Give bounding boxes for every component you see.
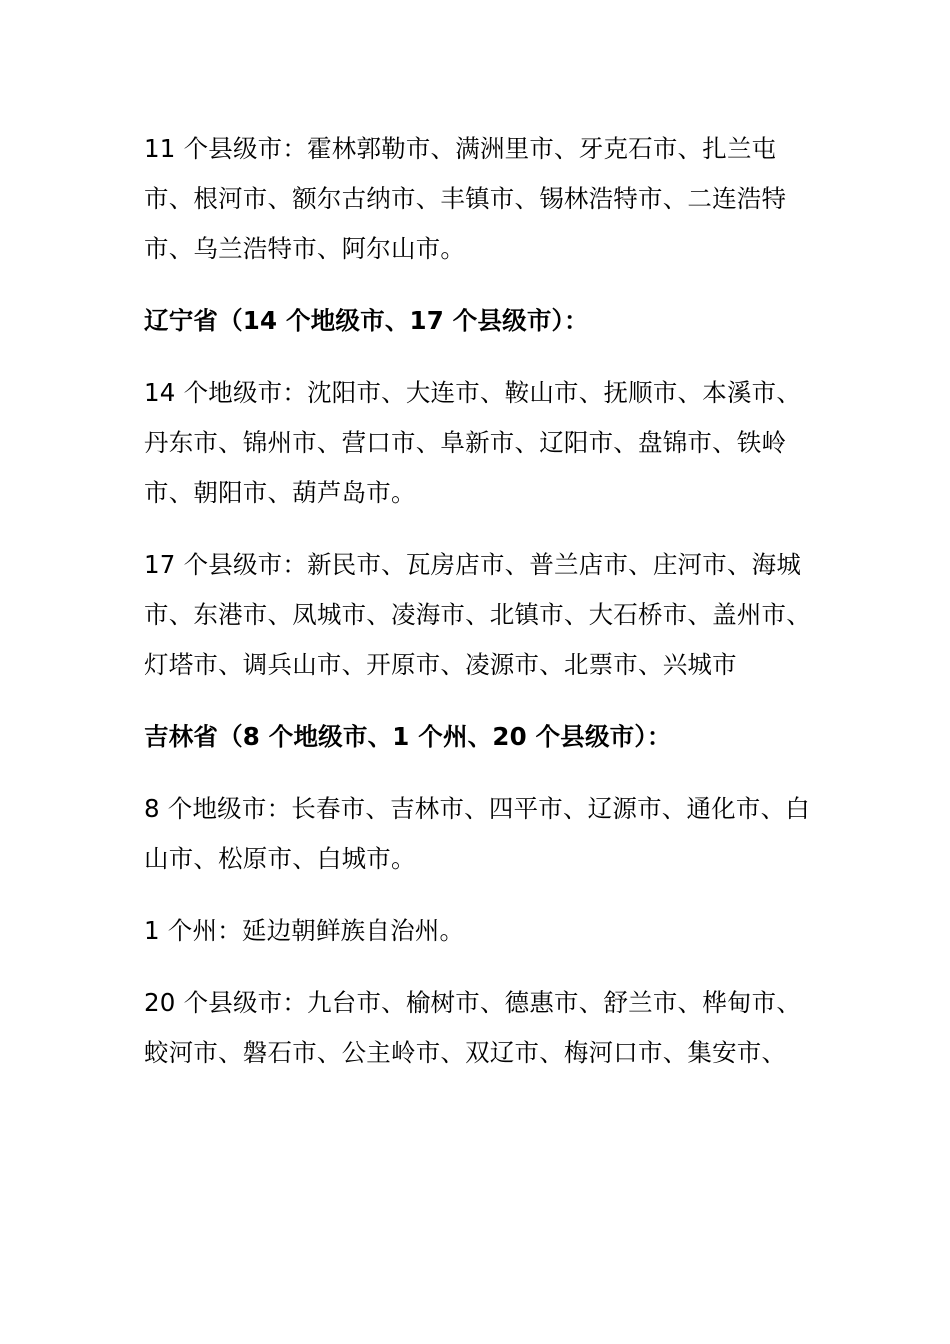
paragraph-liaoning-prefecture-cities: 14 个地级市：沈阳市、大连市、鞍山市、抚顺市、本溪市、丹东市、锦州市、营口市、阜新市、辽阳市、盘锦市、铁岭市、朝阳市、葫芦岛市。 [144,378,802,507]
paragraph-inner-mongolia-county-cities: 11 个县级市：霍林郭勒市、满洲里市、牙克石市、扎兰屯市、根河市、额尔古纳市、丰镇市、锡林浩特市、二连浩特市、乌兰浩特市、阿尔山市。 [144,134,787,263]
document-page [144,124,812,1078]
paragraph-liaoning-county-cities: 17 个县级市：新民市、瓦房店市、普兰店市、庄河市、海城市、东港市、凤城市、凌海市、北镇市、大石桥市、盖州市、灯塔市、调兵山市、开原市、凌源市、北票市、兴城市 [144,550,811,679]
paragraph-jilin-prefecture: 1 个州：延边朝鲜族自治州。 [144,916,465,945]
paragraph-jilin-county-cities: 20 个县级市：九台市、榆树市、德惠市、舒兰市、桦甸市、蛟河市、磐石市、公主岭市、双辽市、梅河口市、集安市、 [144,988,802,1067]
paragraph-jilin-prefecture-cities: 8 个地级市：长春市、吉林市、四平市、辽源市、通化市、白山市、松原市、白城市。 [144,794,810,873]
heading-jilin: 吉林省（8 个地级市、1 个州、20 个县级市）： [144,722,672,751]
heading-liaoning: 辽宁省（14 个地级市、17 个县级市）： [144,306,589,335]
